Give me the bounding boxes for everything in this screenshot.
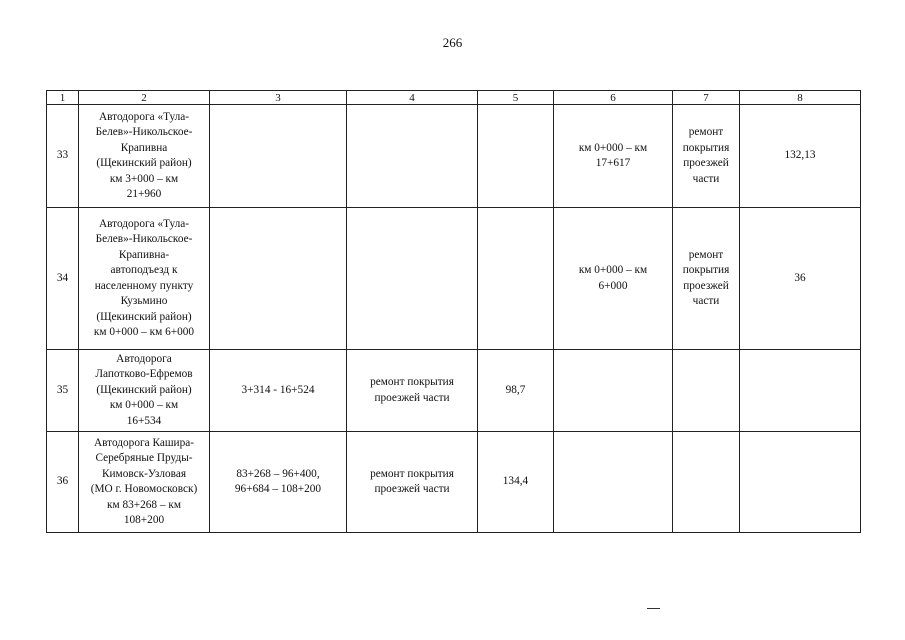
length-cell xyxy=(478,105,554,208)
section-cell-2 xyxy=(554,350,673,432)
work-type-cell-2: ремонт покрытия проезжей части xyxy=(673,208,740,350)
section-cell-2: км 0+000 – км 17+617 xyxy=(554,105,673,208)
table-row xyxy=(47,432,861,533)
section-cell: 83+268 – 96+400, 96+684 – 108+200 xyxy=(210,432,347,533)
column-number: 7 xyxy=(673,91,740,105)
value-cell: 132,13 xyxy=(740,105,861,208)
value-cell xyxy=(740,432,861,533)
road-name-cell: Автодорога Лапотково-Ефремов (Щекинский район) км 0+000 – км 16+534 xyxy=(79,350,210,432)
page-number: 266 xyxy=(442,35,463,50)
value-cell: 36 xyxy=(740,208,861,350)
scan-mark-dash xyxy=(647,608,660,609)
road-name-cell: Автодорога «Тула- Белев»-Никольское- Крапивна (Щекинский район) км 3+000 – км 21+960 xyxy=(79,105,210,208)
column-number: 1 xyxy=(47,91,79,105)
table-row xyxy=(47,208,861,350)
work-type-cell-2 xyxy=(673,432,740,533)
column-number: 2 xyxy=(79,91,210,105)
section-cell xyxy=(210,208,347,350)
work-type-cell xyxy=(347,105,478,208)
road-name-cell: Автодорога «Тула- Белев»-Никольское- Крапивна- автоподъезд к населенному пункту Кузьмино (Щекинский район) км 0+000 – км 6+000 xyxy=(79,208,210,350)
length-cell xyxy=(478,208,554,350)
column-number: 4 xyxy=(347,91,478,105)
table-row xyxy=(47,350,861,432)
work-type-cell-2: ремонт покрытия проезжей части xyxy=(673,105,740,208)
work-type-cell xyxy=(347,208,478,350)
work-type-cell: ремонт покрытия проезжей части xyxy=(347,350,478,432)
length-cell: 98,7 xyxy=(478,350,554,432)
section-cell: 3+314 - 16+524 xyxy=(210,350,347,432)
section-cell-2: км 0+000 – км 6+000 xyxy=(554,208,673,350)
road-name-cell: Автодорога Кашира- Серебряные Пруды- Кимовск-Узловая (МО г. Новомосковск) км 83+268 – км 108+200 xyxy=(79,432,210,533)
row-number: 34 xyxy=(47,208,79,350)
section-cell-2 xyxy=(554,432,673,533)
length-cell: 134,4 xyxy=(478,432,554,533)
row-number: 35 xyxy=(47,350,79,432)
row-number: 33 xyxy=(47,105,79,208)
road-repair-table xyxy=(46,90,861,533)
value-cell xyxy=(740,350,861,432)
column-number: 5 xyxy=(478,91,554,105)
column-number: 3 xyxy=(210,91,347,105)
section-cell xyxy=(210,105,347,208)
row-number: 36 xyxy=(47,432,79,533)
work-type-cell: ремонт покрытия проезжей части xyxy=(347,432,478,533)
work-type-cell-2 xyxy=(673,350,740,432)
column-number: 8 xyxy=(740,91,861,105)
table-row xyxy=(47,105,861,208)
column-number: 6 xyxy=(554,91,673,105)
column-number-row xyxy=(47,91,861,105)
